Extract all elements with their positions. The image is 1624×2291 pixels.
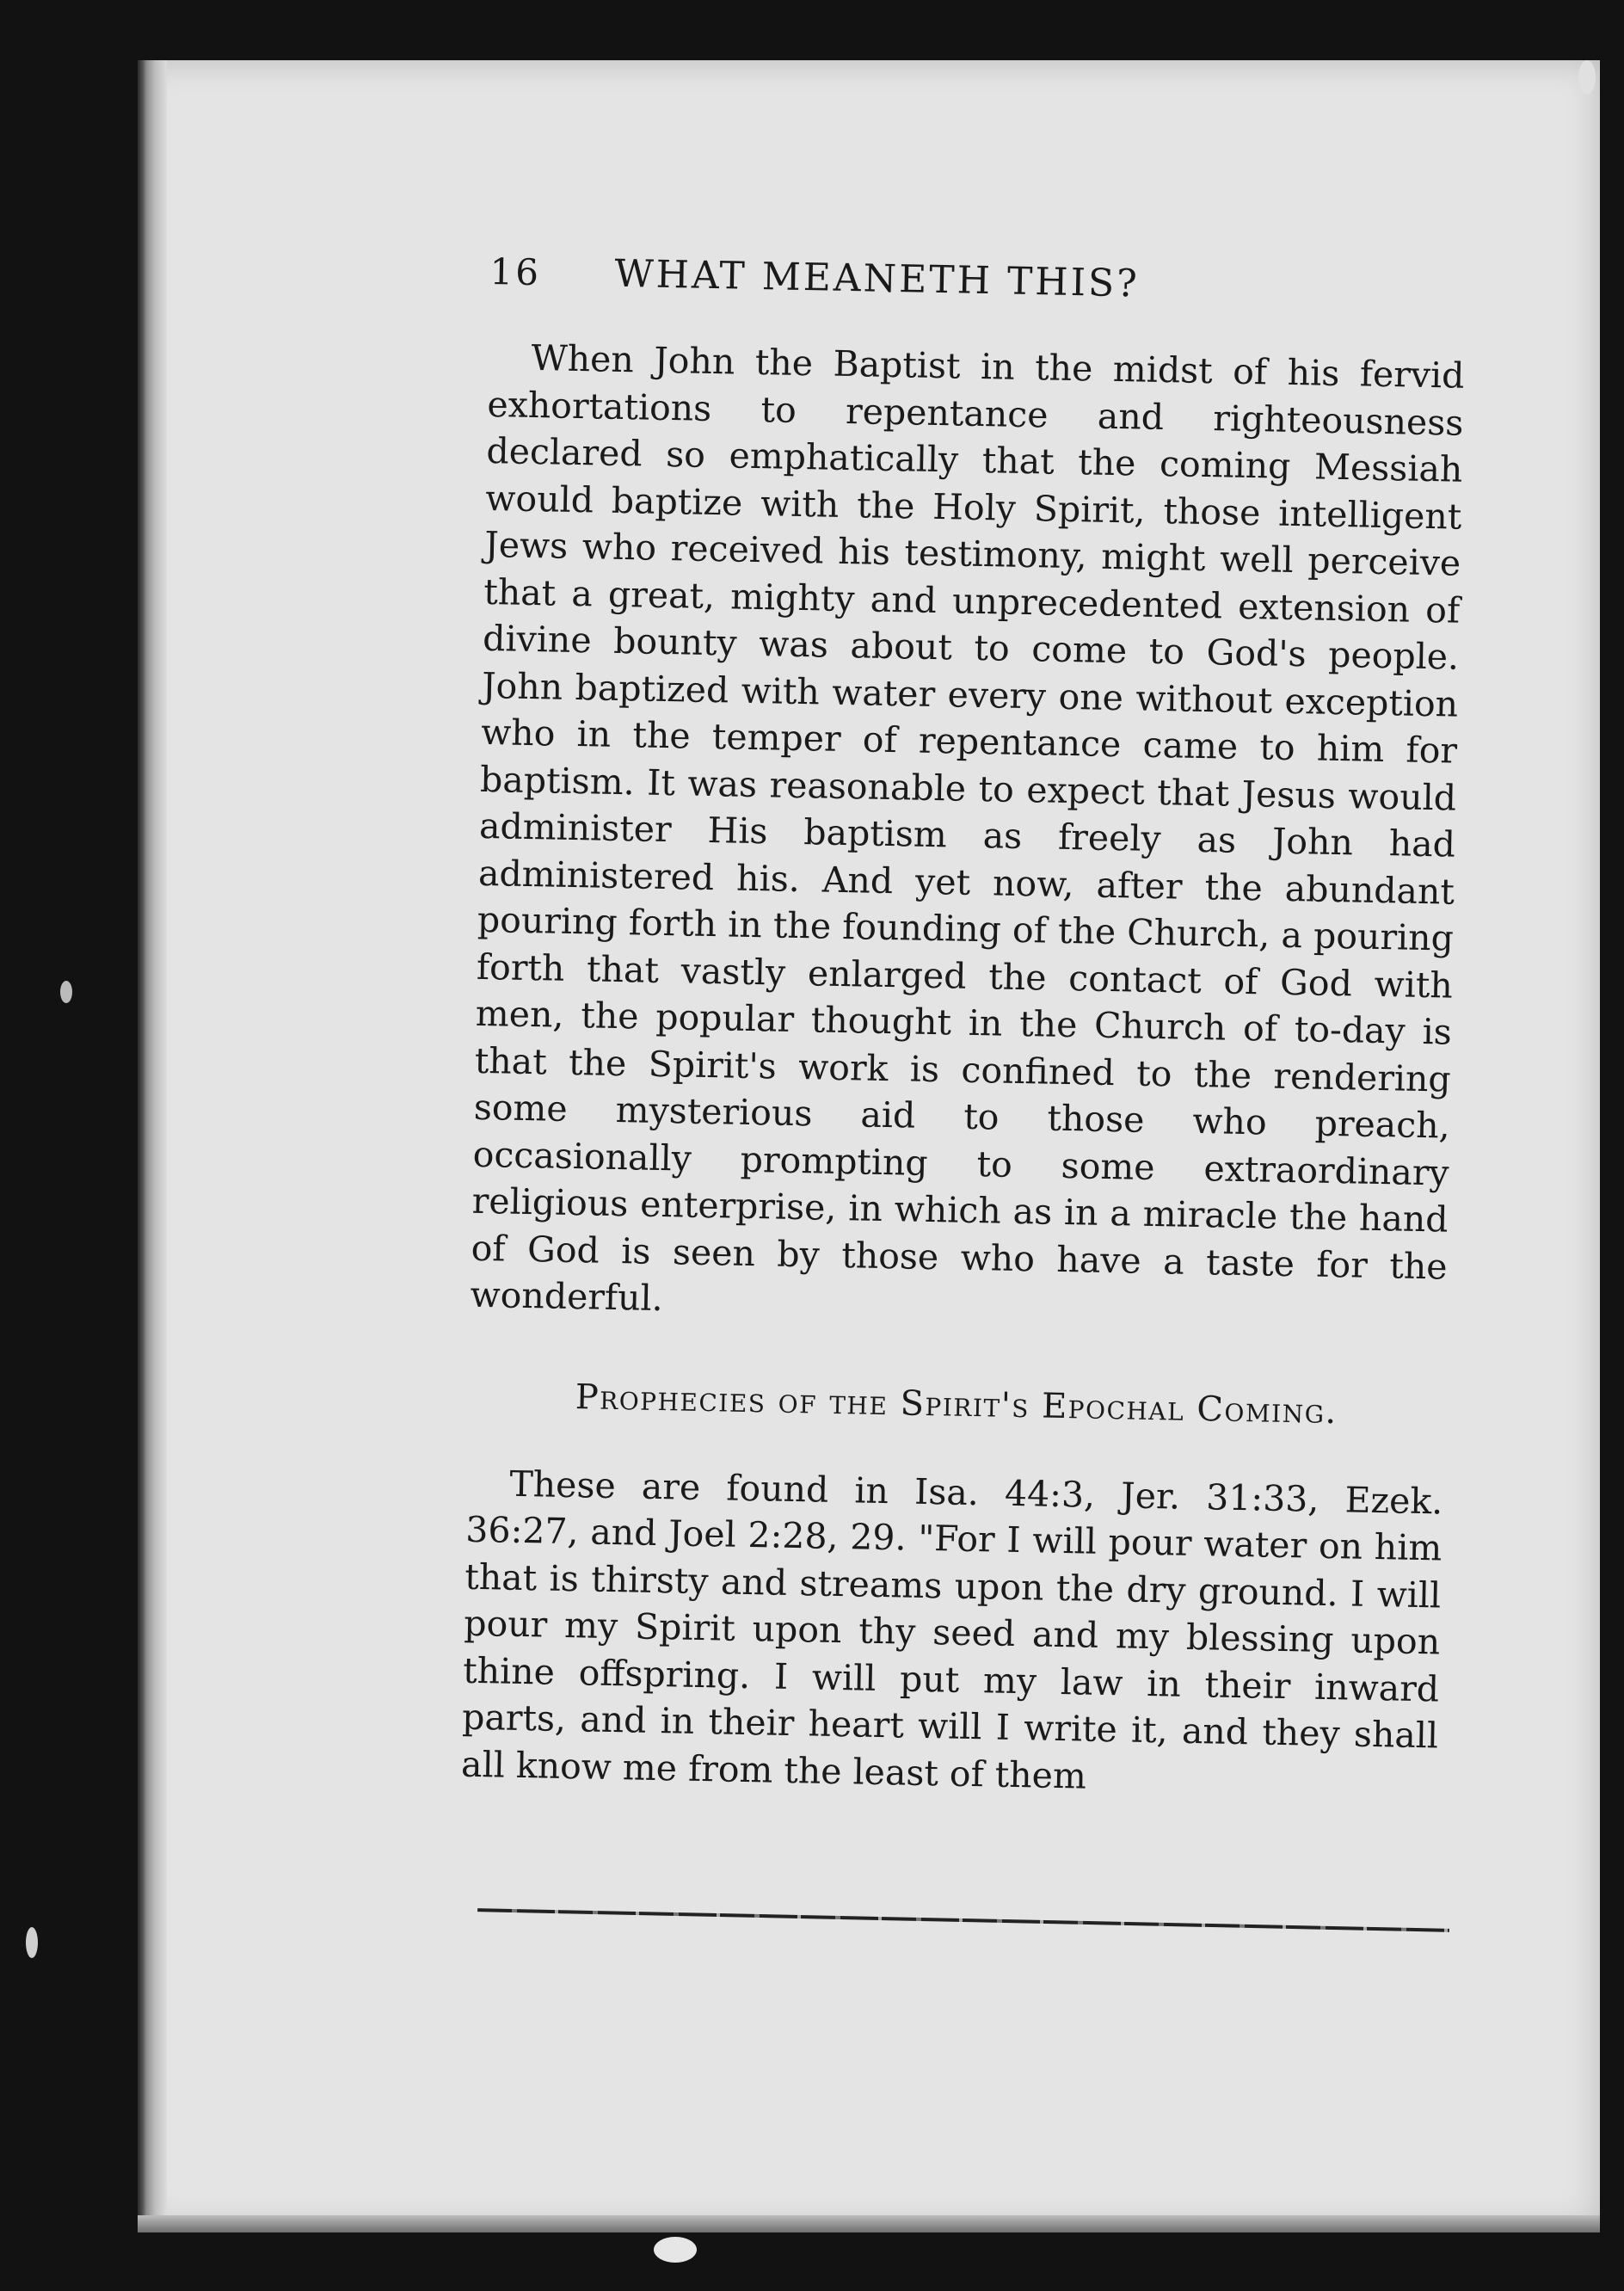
scan-speck: [654, 2237, 697, 2263]
page-bottom-edge: [138, 2215, 1600, 2232]
body-paragraph-2: These are found in Isa. 44:3, Jer. 31:33, Ezek. 36:27, and Joel 2:28, 29. "For I will pour water on him that is thirsty and streams upon the dry ground. I will pour my Spirit upon thy seed and my blessing upon thine offspring. I will put my law in their inward parts, and in their heart will I write it, and they shall all know me from the least of them: [460, 1463, 1443, 1797]
running-title: WHAT MEANETH THIS?: [613, 251, 1141, 306]
scan-speck: [26, 1927, 38, 1958]
scan-speck: [1578, 60, 1596, 95]
section-heading: Prophecies of the Spirit's Epochal Coming.: [575, 1376, 1338, 1432]
page-binding-edge: [138, 60, 167, 2228]
body-paragraph-1: When John the Baptist in the midst of his fervid exhortations to repentance and righteousness declared so emphatically that the coming Messiah would baptize with the Holy Spirit, those intelligent Jews who received his testimony, might well perceive that a great, mighty and unprecedented extension of divine bounty was about to come to God's people. John baptized with water every one without exception who in the temper of repentance came to him for baptism. It was reasonable to expect that Jesus would administer His baptism as freely as John had administered his. And yet now, after the abundant pouring forth in the founding of the Church, a pouring forth that vastly enlarged the contact of God with men, the popular thought in the Church of to-day is that the Spirit's work is confined to the rendering some mysterious aid to those who preach, occasionally prompting to some extraordinary religious enterprise, in which as in a miracle the hand of God is seen by those who have a taste for the wonderful.: [470, 336, 1465, 1320]
text-block: [461, 249, 1467, 1806]
page-number: 16: [489, 249, 542, 294]
scan-speck: [60, 981, 72, 1003]
